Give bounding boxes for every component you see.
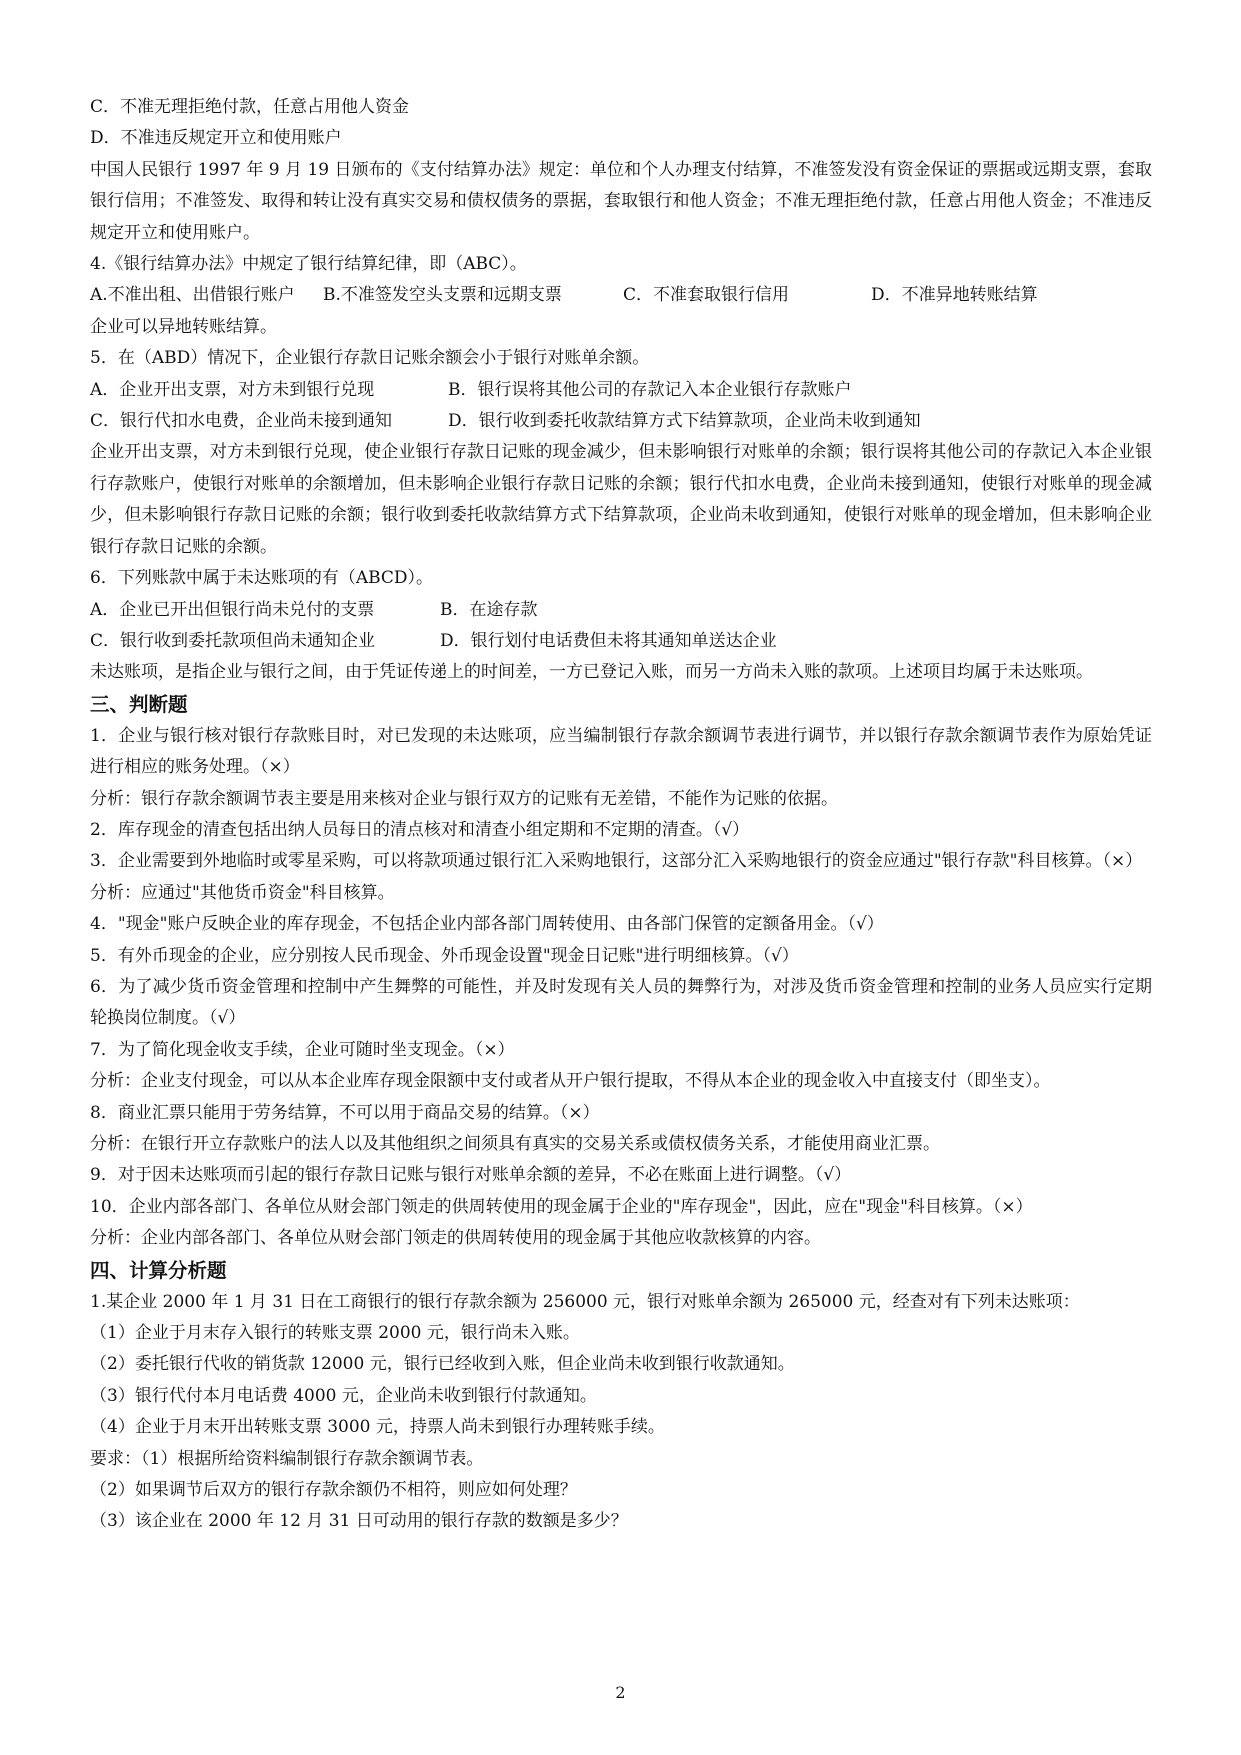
question-4-option-d: D．不准异地转账结算 [871,285,1038,306]
judgment-3: 3．企业需要到外地临时或零星采购，可以将款项通过银行汇入采购地银行，这部分汇入采购地银行的资金应通过"银行存款"科目核算。（×） [90,851,1143,872]
option-d-previous: D．不准违反规定开立和使用账户 [90,128,342,149]
question-5-options-ab [90,375,1152,406]
question-5-options-cd [90,406,1152,437]
question-6-explanation: 未达账项，是指企业与银行之间，由于凭证传递上的时间差，一方已登记入账，而另一方尚未入账的款项。上述项目均属于未达账项。 [90,662,1093,683]
judgment-9: 9．对于因未达账项而引起的银行存款日记账与银行对账单余额的差异，不必在账面上进行调整。（√） [90,1165,852,1186]
section-4-heading: 四、计算分析题 [90,1258,227,1282]
calculation-1-item-2: （2）委托银行代收的销货款 12000 元，银行已经收到入账，但企业尚未收到银行收款通知。 [90,1354,795,1375]
calculation-1-item-1: （1）企业于月末存入银行的转账支票 2000 元，银行尚未入账。 [90,1323,580,1344]
question-4-explanation: 企业可以异地转账结算。 [90,316,277,337]
explanation-previous: 中国人民银行 1997 年 9 月 19 日颁布的《支付结算办法》规定：单位和个人办理支付结算，不准签发没有资金保证的票据或远期支票，套取银行信用；不准签发、取得和转让没有真实交易和债权债务的票据，套取银行和他人资金；不准无理拒绝付款，任意占用他人资金；不准违反规定开立和使用账户。 [90,159,1152,243]
question-6-option-d: D．银行划付电话费但未将其通知单送达企业 [440,630,777,651]
calculation-1-requirement-2: （2）如果调节后双方的银行存款余额仍不相符，则应如何处理？ [90,1480,577,1501]
calculation-1-requirement-1: 要求：（1）根据所给资料编制银行存款余额调节表。 [90,1448,484,1469]
calculation-1-item-3: （3）银行代付本月电话费 4000 元，企业尚未收到银行付款通知。 [90,1385,597,1406]
judgment-8-analysis: 分析：在银行开立存款账户的法人以及其他组织之间须具有真实的交易关系或债权债务关系，才能使用商业汇票。 [90,1134,940,1154]
judgment-3-analysis: 分析：应通过"其他货币资金"科目核算。 [90,882,395,903]
judgment-7-analysis: 分析：企业支付现金，可以从本企业库存现金限额中支付或者从开户银行提取，不得从本企业的现金收入中直接支付（即坐支）。 [90,1071,1051,1092]
judgment-10-analysis: 分析：企业内部各部门、各单位从财会部门领走的供周转使用的现金属于其他应收款核算的内容。 [90,1228,821,1249]
question-6-option-c: C．银行收到委托款项但尚未通知企业 [90,630,376,651]
calculation-1-stem: 1.某企业 2000 年 1 月 31 日在工商银行的银行存款余额为 256000 元，银行对账单余额为 265000 元，经查对有下列未达账项： [90,1291,1080,1312]
question-6-option-a: A．企业已开出但银行尚未兑付的支票 [90,599,375,620]
question-5-stem: 5．在（ABD）情况下，企业银行存款日记账余额会小于银行对账单余额。 [90,348,650,369]
judgment-6: 6．为了减少货币资金管理和控制中产生舞弊的可能性，并及时发现有关人员的舞弊行为，对涉及货币资金管理和控制的业务人员应实行定期轮换岗位制度。（√） [90,976,1152,1029]
section-3-heading: 三、判断题 [90,692,188,716]
question-6-options-cd [90,626,1152,657]
option-c-previous: C．不准无理拒绝付款，任意占用他人资金 [90,97,410,117]
judgment-5: 5．有外币现金的企业，应分别按人民币现金、外币现金设置"现金日记账"进行明细核算。（√） [90,945,799,966]
judgment-1: 1．企业与银行核对银行存款账目时，对已发现的未达账项，应当编制银行存款余额调节表进行调节，并以银行存款余额调节表作为原始凭证进行相应的账务处理。（×） [90,725,1152,778]
judgment-10: 10．企业内部各部门、各单位从财会部门领走的供周转使用的现金属于企业的"库存现金"，因此，应在"现金"科目核算。（×） [90,1196,1033,1217]
question-4-options [90,280,1152,311]
judgment-8: 8．商业汇票只能用于劳务结算，不可以用于商品交易的结算。（×） [90,1102,600,1123]
page-content [90,92,1152,1538]
calculation-1-requirement-3: （3）该企业在 2000 年 12 月 31 日可动用的银行存款的数额是多少？ [90,1511,628,1532]
judgment-7: 7．为了简化现金收支手续，企业可随时坐支现金。（×） [90,1039,515,1060]
question-4-option-c: C．不准套取银行信用 [623,285,790,306]
question-4-option-a: A.不准出租、出借银行账户 [90,285,295,306]
judgment-2: 2．库存现金的清查包括出纳人员每日的清点核对和清查小组定期和不定期的清查。（√） [90,819,750,840]
question-5-option-b: B．银行误将其他公司的存款记入本企业银行存款账户 [448,379,852,400]
question-4-stem: 4.《银行结算办法》中规定了银行结算纪律，即（ABC）。 [90,254,527,275]
question-5-explanation: 企业开出支票，对方未到银行兑现，使企业银行存款日记账的现金减少，但未影响银行对账单的余额；银行误将其他公司的存款记入本企业银行存款账户，使银行对账单的余额增加，但未影响企业银行存款日记账的余额；银行代扣水电费，企业尚未接到通知，使银行对账单的现金减少，但未影响银行存款日记账的余额；银行收到委托收款结算方式下结算款项，企业尚未收到通知，使银行对账单的现金增加，但未影响企业银行存款日记账的余额。 [90,442,1152,557]
calculation-1-item-4: （4）企业于月末开出转账支票 3000 元，持票人尚未到银行办理转账手续。 [90,1417,665,1438]
question-6-stem: 6．下列账款中属于未达账项的有（ABCD）。 [90,568,434,589]
question-4-option-b: B.不准签发空头支票和远期支票 [323,285,562,306]
question-6-options-ab [90,595,1152,626]
judgment-1-analysis: 分析：银行存款余额调节表主要是用来核对企业与银行双方的记账有无差错，不能作为记账的依据。 [90,788,838,809]
judgment-4: 4．"现金"账户反映企业的库存现金，不包括企业内部各部门周转使用、由各部门保管的定额备用金。（√） [90,914,884,935]
page-number: 2 [615,1683,626,1702]
question-6-option-b: B．在途存款 [440,599,538,620]
question-5-option-c: C．银行代扣水电费，企业尚未接到通知 [90,411,393,432]
question-5-option-d: D．银行收到委托收款结算方式下结算款项，企业尚未收到通知 [448,411,921,432]
question-5-option-a: A．企业开出支票，对方未到银行兑现 [90,379,375,400]
